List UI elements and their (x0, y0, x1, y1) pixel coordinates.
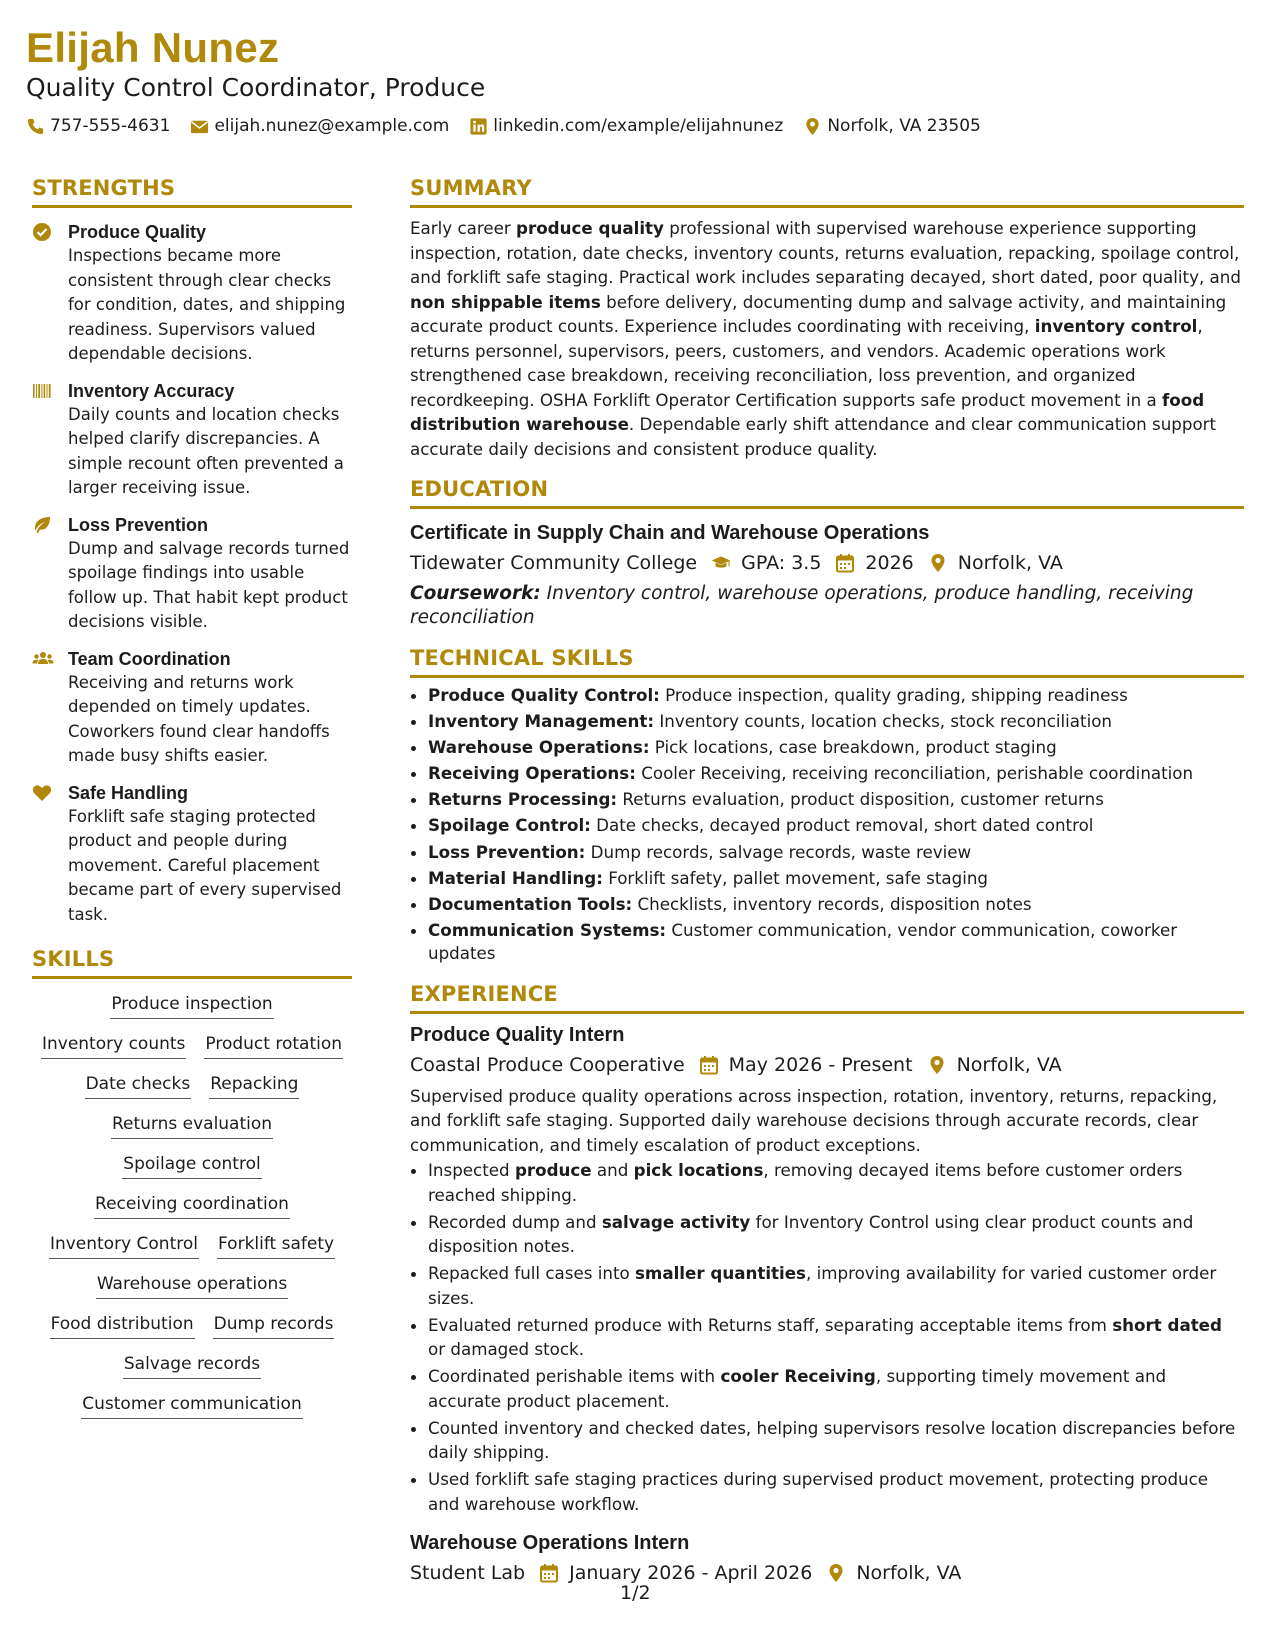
candidate-name: Elijah Nunez (26, 24, 280, 71)
bold-text: pick locations (633, 1160, 764, 1181)
strength-title: Inventory Accuracy (68, 380, 235, 401)
strength-desc: Receiving and returns work depended on timely updates. Coworkers found clear handoffs made busy shifts easier. (68, 672, 330, 765)
summary-text (410, 216, 1244, 461)
technical-skill-value: Dump records, salvage records, waste review (585, 841, 972, 862)
technical-skill-label: Warehouse Operations: (428, 737, 650, 758)
resume-header (26, 24, 1246, 136)
bold-text: produce quality (516, 218, 664, 238)
skill-chip: Food distribution (50, 1311, 195, 1339)
skill-row (32, 1391, 352, 1419)
skill-chip: Dump records (213, 1311, 335, 1339)
contact-phone[interactable] (26, 116, 170, 136)
technical-skill-label: Spoilage Control: (428, 815, 591, 836)
strength-title: Loss Prevention (68, 514, 209, 535)
calendar-icon (699, 1055, 719, 1075)
technical-skill-value: Customer communication, vendor communication, coworker updates (428, 919, 1178, 964)
technical-skill-item (428, 841, 1244, 865)
bold-text: non shippable items (410, 291, 601, 312)
phone-text: 757-555-4631 (50, 116, 171, 136)
job-entry (410, 1022, 1244, 1517)
skill-chip: Warehouse operations (96, 1271, 288, 1299)
company-name: Student Lab (410, 1562, 526, 1585)
skill-chip: Product rotation (204, 1031, 343, 1059)
bold-text: short dated (1112, 1314, 1222, 1335)
envelope-icon (190, 117, 209, 136)
skill-row (32, 1191, 352, 1219)
summary-section (410, 176, 1244, 461)
skill-chip: Receiving coordination (94, 1191, 290, 1219)
skill-row (32, 991, 352, 1019)
education-heading: EDUCATION (410, 477, 1244, 509)
bold-text: cooler Receiving (720, 1366, 876, 1387)
strength-item (32, 220, 352, 367)
strength-title: Safe Handling (68, 782, 189, 803)
job-bullet (428, 1261, 1244, 1310)
job-title: Warehouse Operations Intern (410, 1532, 690, 1555)
education-meta (410, 548, 1244, 578)
left-column (32, 176, 352, 1419)
gpa: GPA: 3.5 (741, 552, 822, 574)
calendar-icon (835, 553, 855, 573)
technical-skill-value: Pick locations, case breakdown, product staging (649, 737, 1057, 758)
contact-email[interactable] (190, 116, 449, 136)
text-run: , improving availability for varied customer order sizes. (428, 1263, 1217, 1308)
skill-chip: Forklift safety (217, 1231, 335, 1259)
technical-skills-list (410, 684, 1244, 966)
text-run: , supporting timely movement and accurate product placement. (428, 1366, 1167, 1411)
job-summary: Supervised produce quality operations across inspection, rotation, inventory, returns, repacking, and forklift safe staging. Supported daily warehouse decisions through accurate records, clear communication, and timely escalation of product exceptions. (410, 1085, 1218, 1155)
technical-skill-value: Forklift safety, pallet movement, safe staging (602, 867, 989, 888)
job-bullet (428, 1416, 1244, 1465)
job-bullet (428, 1158, 1244, 1207)
job-location: Norfolk, VA (856, 1562, 962, 1585)
text-run: Early career (410, 218, 517, 238)
linkedin-text: linkedin.com/example/elijahnunez (493, 116, 784, 136)
text-run: or damaged stock. (428, 1339, 585, 1360)
skill-row (32, 1151, 352, 1179)
degree-title: Certificate in Supply Chain and Warehouse Operations (410, 522, 930, 544)
job-dates: May 2026 - Present (728, 1053, 913, 1076)
education-section (410, 477, 1244, 630)
technical-skill-item (428, 788, 1244, 812)
jobs-list (410, 1022, 1244, 1589)
skills-heading: SKILLS (32, 947, 352, 979)
map-pin-icon (927, 1055, 947, 1075)
skill-row (32, 1111, 352, 1139)
coursework-label: Coursework: (410, 583, 541, 604)
strength-item (32, 781, 352, 928)
summary-heading: SUMMARY (410, 176, 1244, 208)
technical-skill-item (428, 867, 1244, 891)
location-text: Norfolk, VA 23505 (827, 116, 981, 136)
technical-skill-item (428, 919, 1244, 966)
linkedin-icon (469, 117, 488, 136)
strength-item (32, 379, 352, 501)
bold-text: inventory control (1034, 316, 1198, 336)
phone-icon (26, 117, 45, 136)
technical-skill-value: Checklists, inventory records, disposition notes (632, 893, 1032, 914)
page-number: 1/2 (620, 1582, 651, 1604)
text-run: before delivery, documenting dump and salvage activity, and maintaining accurate product counts. Experience includes coordinating with receiving, (410, 291, 1227, 336)
technical-skill-value: Cooler Receiving, receiving reconciliation, perishable coordination (635, 763, 1194, 784)
technical-skill-item (428, 762, 1244, 786)
strength-title: Produce Quality (68, 222, 207, 242)
map-pin-icon (928, 553, 948, 573)
technical-skill-item (428, 684, 1244, 708)
strength-desc: Inspections became more consistent through clear checks for condition, dates, and shipping readiness. Supervisors valued dependable decisions. (68, 246, 346, 363)
contact-linkedin[interactable] (469, 116, 783, 136)
text-run: for Inventory Control using clear product counts and disposition notes. (428, 1211, 1194, 1257)
company-name: Coastal Produce Cooperative (410, 1053, 685, 1076)
text-run: , removing decayed items before customer orders reached shipping. (428, 1160, 1183, 1205)
map-pin-icon (803, 117, 822, 136)
bold-text: food distribution warehouse (410, 389, 1205, 434)
technical-skills-heading: TECHNICAL SKILLS (410, 646, 1244, 678)
text-run: and (591, 1160, 634, 1181)
skill-chip: Repacking (209, 1071, 299, 1099)
skill-row (32, 1351, 352, 1379)
graduation-cap-icon (711, 553, 731, 573)
text-run: . Dependable early shift attendance and clear communication support accurate daily decisions and consistent produce quality. (410, 414, 1217, 459)
technical-skill-item (428, 736, 1244, 760)
strength-desc: Forklift safe staging protected product and people during movement. Careful placement became part of every supervised task. (68, 806, 342, 924)
heart-icon (32, 783, 52, 803)
technical-skill-value: Produce inspection, quality grading, shipping readiness (659, 685, 1128, 705)
bold-text: produce (514, 1160, 592, 1181)
skill-chip: Date checks (85, 1071, 192, 1099)
right-column (410, 176, 1244, 1588)
text-run: Recorded dump and (428, 1211, 602, 1232)
job-meta (410, 1558, 1244, 1588)
strength-title: Team Coordination (68, 648, 231, 669)
job-title: Produce Quality Intern (410, 1023, 625, 1046)
text-run: Repacked full cases into (428, 1263, 635, 1284)
bold-text: salvage activity (601, 1211, 751, 1232)
skill-chip: Inventory Control (49, 1231, 199, 1259)
technical-skill-label: Returns Processing: (428, 789, 618, 810)
technical-skill-value: Returns evaluation, product disposition, customer returns (617, 789, 1104, 810)
candidate-title: Quality Control Coordinator, Produce (26, 73, 486, 102)
skill-chip: Spoilage control (122, 1151, 261, 1179)
strength-desc: Daily counts and location checks helped clarify discrepancies. A simple recount often prevented a larger receiving issue. (68, 404, 344, 497)
experience-section (410, 982, 1244, 1589)
job-dates: January 2026 - April 2026 (569, 1562, 813, 1585)
technical-skill-label: Documentation Tools: (428, 893, 633, 914)
skill-chip: Inventory counts (41, 1031, 186, 1059)
text-run: , returns personnel, supervisors, peers, customers, and vendors. Academic operations work strengthened case breakdown, receiving reconciliation, loss prevention, and organized recordkeeping. OSHA Forklift Operator Certification supports safe product movement in a (410, 316, 1203, 410)
contact-bar (26, 116, 1246, 136)
job-bullet (428, 1467, 1244, 1516)
job-bullet (428, 1364, 1244, 1413)
experience-heading: EXPERIENCE (410, 982, 1244, 1014)
email-text: elijah.nunez@example.com (214, 116, 450, 136)
map-pin-icon (826, 1563, 846, 1583)
graduation-year: 2026 (865, 552, 914, 574)
technical-skill-value: Inventory counts, location checks, stock reconciliation (654, 711, 1112, 732)
job-bullets (410, 1158, 1244, 1516)
strength-desc: Dump and salvage records turned spoilage findings into usable follow up. That habit kept product decisions visible. (68, 538, 350, 631)
barcode-icon (32, 381, 52, 401)
technical-skill-label: Inventory Management: (428, 711, 655, 732)
skills-list (32, 991, 352, 1419)
skill-row (32, 1271, 352, 1299)
calendar-icon (539, 1563, 559, 1583)
job-entry (410, 1530, 1244, 1588)
text-run: Used forklift safe staging practices during supervised product movement, protecting produce and warehouse workflow. (428, 1469, 1209, 1514)
technical-skill-item (428, 893, 1244, 917)
skill-chip: Produce inspection (110, 991, 273, 1019)
school-location: Norfolk, VA (957, 552, 1063, 574)
technical-skill-label: Produce Quality Control: (428, 685, 660, 705)
skill-row (32, 1311, 352, 1339)
text-run: Coordinated perishable items with (428, 1366, 721, 1387)
strengths-heading: STRENGTHS (32, 176, 352, 208)
check-circle-icon (32, 222, 52, 242)
technical-skills-section (410, 646, 1244, 966)
coursework-text: Inventory control, warehouse operations, produce handling, receiving reconciliation (410, 583, 1194, 628)
skill-chip: Returns evaluation (111, 1111, 273, 1139)
text-run: Counted inventory and checked dates, helping supervisors resolve location discrepancies before daily shipping. (428, 1417, 1236, 1463)
school-name: Tidewater Community College (410, 552, 698, 574)
strength-item (32, 513, 352, 635)
skill-chip: Customer communication (81, 1391, 302, 1419)
leaf-icon (32, 515, 52, 535)
technical-skill-item (428, 814, 1244, 838)
skill-row (32, 1031, 352, 1059)
coursework (410, 582, 1244, 630)
users-icon (32, 649, 54, 669)
skill-chip: Salvage records (123, 1351, 261, 1379)
job-meta (410, 1050, 1244, 1080)
job-location: Norfolk, VA (956, 1053, 1062, 1076)
skill-row (32, 1231, 352, 1259)
skills-section (32, 947, 352, 1419)
technical-skill-label: Loss Prevention: (428, 841, 586, 862)
technical-skill-label: Communication Systems: (428, 919, 667, 940)
skill-row (32, 1071, 352, 1099)
job-bullet (428, 1210, 1244, 1259)
text-run: professional with supervised warehouse experience supporting inspection, rotation, date checks, inventory counts, returns evaluation, repacking, spoilage control, and forklift safe staging. Practical work includes separating decayed, short dated, poor quality, and (410, 218, 1241, 287)
technical-skill-label: Receiving Operations: (428, 763, 636, 784)
technical-skill-item (428, 710, 1244, 734)
technical-skill-label: Material Handling: (428, 867, 603, 888)
contact-location (803, 116, 981, 136)
text-run: Evaluated returned produce with Returns staff, separating acceptable items from (428, 1314, 1113, 1335)
text-run: Inspected (428, 1160, 515, 1181)
strength-item (32, 647, 352, 769)
bold-text: smaller quantities (635, 1263, 806, 1284)
job-bullet (428, 1313, 1244, 1362)
technical-skill-value: Date checks, decayed product removal, short dated control (590, 815, 1094, 836)
